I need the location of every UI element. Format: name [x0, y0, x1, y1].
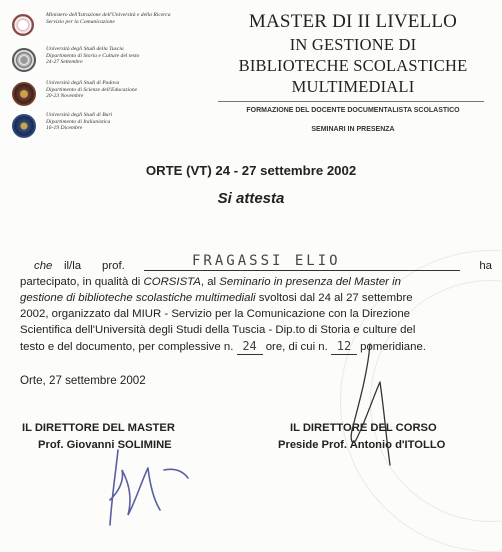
- right-signature-role: IL DIRETTORE DEL CORSO: [290, 422, 437, 434]
- tuscia-seal-icon: [12, 48, 36, 72]
- subtitle-formazione: FORMAZIONE DEL DOCENTE DOCUMENTALISTA SCOLASTICO: [246, 107, 460, 114]
- body-line-2: partecipato, in qualità di CORSISTA, al Seminario in presenza del Master in: [20, 276, 401, 288]
- right-handwritten-signature: [330, 340, 420, 470]
- institution-line: Dipartimento di Storia e Culture del testo: [46, 52, 140, 59]
- institution-line: 24-27 Settembre: [46, 59, 83, 66]
- master-title: [210, 10, 496, 97]
- body-line-4: 2002, organizzato dal MIUR - Servizio per la Comunicazione con la Direzione: [20, 308, 411, 320]
- bari-seal-icon: [12, 114, 36, 138]
- left-handwritten-signature: [90, 440, 200, 530]
- hours-afternoon: 12: [331, 338, 357, 355]
- title-line: MULTIMEDIALI: [291, 77, 415, 96]
- right-signature-name: Preside Prof. Antonio d'ITOLLO: [278, 439, 446, 451]
- institution-line: Ministero dell'Istruzione dell'Università e della Ricerca: [46, 12, 171, 18]
- body-line-6: testo e del documento, per complessive n. 24 ore, di cui n. 12 pomeridiane.: [20, 338, 426, 355]
- institution-line: 16-19 Dicembre: [46, 125, 83, 132]
- hours-total: 24: [237, 338, 263, 355]
- institution-line: 20-23 Novembre: [46, 93, 84, 100]
- institution-line: Dipartimento di Italianistica: [46, 118, 111, 125]
- padova-seal-icon: [12, 82, 36, 106]
- institution-line: Servizio per la Comunicazione: [46, 18, 115, 25]
- institution-line: Università degli Studi della Tuscia: [46, 46, 124, 52]
- ha-word: ha: [479, 260, 492, 272]
- place-date: Orte, 27 settembre 2002: [20, 374, 146, 387]
- title-line: MASTER DI II LIVELLO: [248, 11, 458, 32]
- body-line-3: gestione di biblioteche scolastiche multimediali svoltosi dal 24 al 27 settembre: [20, 292, 413, 304]
- title-line: BIBLIOTECHE SCOLASTICHE: [238, 56, 468, 75]
- title-line: IN GESTIONE DI: [289, 35, 417, 54]
- institution-line: Università degli Studi di Bari: [46, 112, 113, 118]
- institution-line: Dipartimento di Scienze dell'Educazione: [46, 86, 138, 93]
- body-line-5: Scientifica dell'Università degli Studi della Tuscia - Dip.to di Storia e culture del: [20, 324, 416, 336]
- left-signature-name: Prof. Giovanni SOLIMINE: [38, 439, 172, 451]
- ministry-logo-icon: [12, 14, 34, 36]
- institution-line: Università degli Studi di Padova: [46, 80, 120, 86]
- role: CORSISTA: [143, 276, 201, 288]
- participant-name: FRAGASSI ELIO: [192, 253, 341, 269]
- che-word: che: [34, 260, 53, 272]
- location-date: ORTE (VT) 24 - 27 settembre 2002: [145, 163, 357, 178]
- attest-heading: Si attesta: [217, 190, 285, 207]
- prof-word: prof.: [102, 260, 125, 272]
- left-signature-role: IL DIRETTORE DEL MASTER: [22, 422, 175, 434]
- title-divider: [218, 101, 484, 102]
- subtitle-seminari: SEMINARI IN PRESENZA: [311, 126, 395, 133]
- il-la-word: il/la: [64, 260, 82, 272]
- name-underline: [144, 270, 460, 271]
